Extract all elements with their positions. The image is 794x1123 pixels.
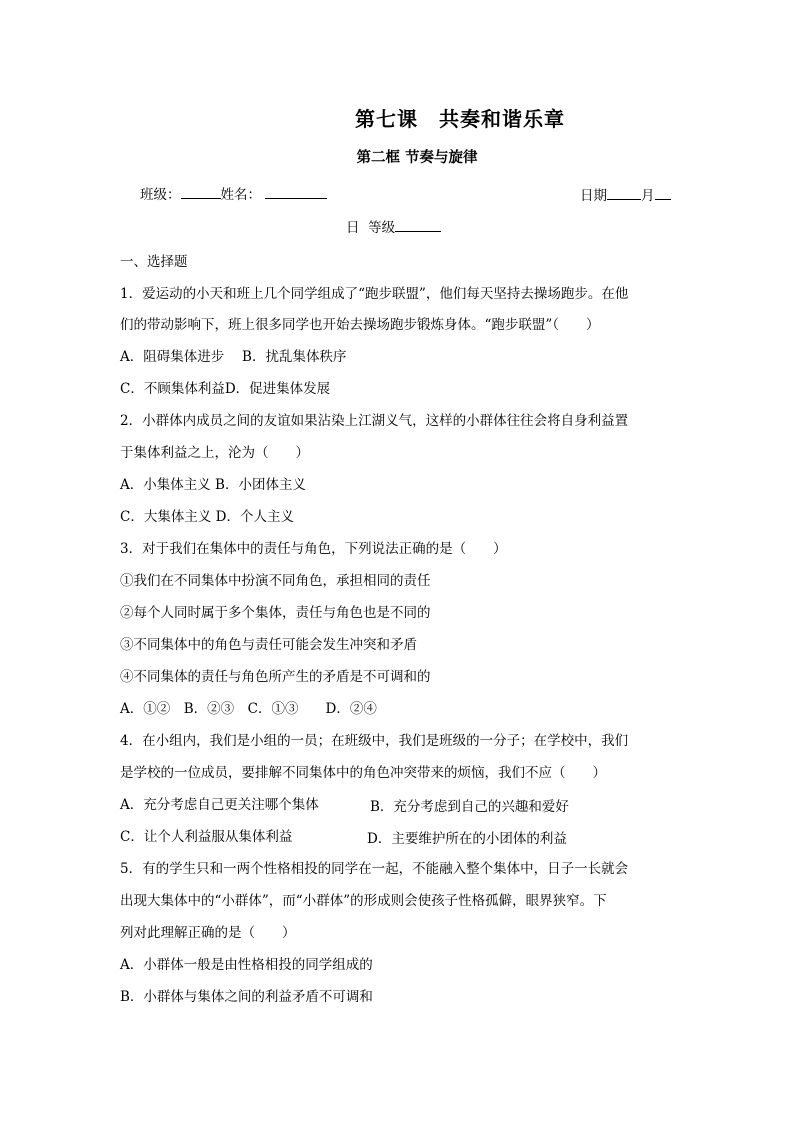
question-3-options: A．①② B．②③ C．①③ D．②④ bbox=[120, 701, 377, 717]
name-label: 姓名： bbox=[220, 187, 261, 203]
day-blank[interactable] bbox=[655, 185, 671, 200]
question-2-options-2: C．大集体主义 D．个人主义 bbox=[120, 509, 294, 525]
question-5-line-2: 出现大集体中的“小群体”，而“小群体”的形成则会使孩子性格孤僻，眼界狭窄。下 bbox=[120, 893, 607, 909]
grade-label: 等级 bbox=[368, 220, 396, 236]
month-label: 月 bbox=[641, 188, 655, 204]
question-4-line-2: 是学校的一位成员，要排解不同集体中的角色冲突带来的烦恼，我们不应（ ） bbox=[120, 765, 606, 781]
question-3-item-3: ③不同集体中的角色与责任可能会发生冲突和矛盾 bbox=[120, 637, 417, 653]
day-label: 日 bbox=[346, 220, 360, 236]
date-label: 日期 bbox=[580, 188, 607, 204]
question-2-line-1: 2．小群体内成员之间的友谊如果沾染上江湖义气，这样的小群体往往会将自身利益置 bbox=[120, 413, 629, 429]
question-2-line-2: 于集体利益之上，沦为（ ） bbox=[120, 445, 309, 461]
question-5-line-1: 5．有的学生只和一两个性格相投的同学在一起，不能融入整个集体中，日子一长就会 bbox=[120, 861, 629, 877]
page-subtitle: 第二框 节奏与旋律 bbox=[356, 149, 478, 166]
name-blank[interactable] bbox=[265, 184, 327, 199]
question-3-item-2: ②每个人同时属于多个集体，责任与角色也是不同的 bbox=[120, 605, 431, 621]
question-1-line-1: 1．爱运动的小天和班上几个同学组成了“跑步联盟”，他们每天坚持去操场跑步。在他 bbox=[120, 286, 629, 302]
month-blank[interactable] bbox=[607, 185, 641, 200]
question-4-option-d: D．主要维护所在的小团体的利益 bbox=[367, 831, 567, 847]
grade-line bbox=[346, 216, 441, 236]
question-2-options-1: A．小集体主义 B．小团体主义 bbox=[120, 477, 306, 493]
question-5-line-3: 列对此理解正确的是（ ） bbox=[120, 925, 296, 941]
question-1-options-2: C．不顾集体利益D．促进集体发展 bbox=[120, 381, 331, 397]
question-4-option-a: A．充分考虑自己更关注哪个集体 bbox=[120, 797, 319, 813]
class-label: 班级： bbox=[140, 187, 181, 203]
question-5-option-b: B．小群体与集体之间的利益矛盾不可调和 bbox=[120, 989, 373, 1005]
question-4-option-c: C．让个人利益服从集体利益 bbox=[120, 829, 293, 845]
page-title: 第七课 共奏和谐乐章 bbox=[355, 107, 565, 131]
question-3-item-1: ①我们在不同集体中扮演不同角色，承担相同的责任 bbox=[120, 573, 431, 589]
question-3-line-1: 3．对于我们在集体中的责任与角色，下列说法正确的是（ ） bbox=[120, 541, 507, 557]
grade-blank[interactable] bbox=[395, 217, 441, 232]
question-3-item-4: ④不同集体的责任与角色所产生的矛盾是不可调和的 bbox=[120, 669, 431, 685]
question-4-option-b: B．充分考虑到自己的兴趣和爱好 bbox=[370, 799, 569, 815]
class-blank[interactable] bbox=[181, 184, 221, 199]
date-line bbox=[580, 184, 671, 204]
question-1-line-2: 们的带动影响下，班上很多同学也开始去操场跑步锻炼身体。“跑步联盟”（ ） bbox=[120, 317, 600, 333]
question-5-option-a: A．小群体一般是由性格相投的同学组成的 bbox=[120, 957, 373, 973]
question-1-options-1: A．阻碍集体进步 B．扰乱集体秩序 bbox=[120, 349, 347, 365]
question-4-line-1: 4．在小组内，我们是小组的一员；在班级中，我们是班级的一分子；在学校中，我们 bbox=[120, 733, 629, 749]
section-title: 一、选择题 bbox=[120, 254, 188, 270]
